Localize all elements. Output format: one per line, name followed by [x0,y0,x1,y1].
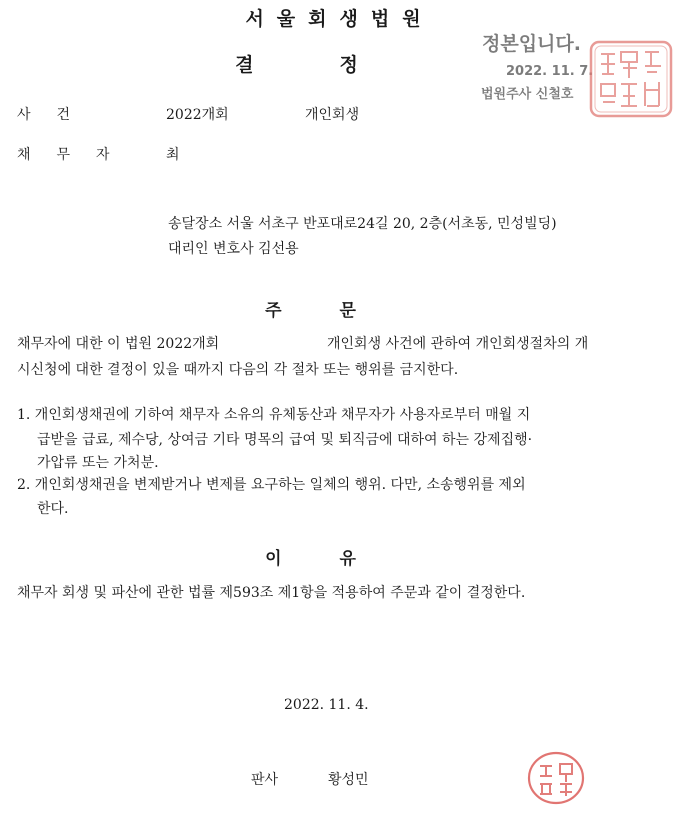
order-heading [0,296,679,321]
debtor-label: 채무자 [17,147,136,163]
certified-copy-label: 정본입니다. [482,33,581,55]
document-title-text: 결정 [235,54,444,76]
certification-clerk: 법원주사 신철호 [481,87,574,102]
order-item-2-line1: 2. 개인회생채권을 변제받거나 변제를 요구하는 일체의 행위. 다만, 소송행위를 제외 [17,477,526,493]
certification-date: 2022. 11. 7. [506,64,594,79]
order-item-1-line3: 가압류 또는 가처분. [37,455,159,471]
court-name: 서울회생법원 [245,8,434,30]
judge-name: 황성민 [328,772,369,788]
reason-heading [0,544,679,569]
order-heading-text: 주문 [265,301,414,321]
debtor-name: 최 [166,147,180,163]
order-item-1-line1: 1. 개인회생채권에 기하여 채무자 소유의 유체동산과 채무자가 사용자로부터 매월 지 [17,407,531,423]
case-name: 개인회생 [305,107,360,123]
order-intro-line2: 시신청에 대한 결정이 있을 때까지 다음의 각 절차 또는 행위를 금지한다. [17,362,459,378]
reason-text: 채무자 회생 및 파산에 관한 법률 제593조 제1항을 적용하여 주문과 같이 결정한다. [17,585,526,601]
case-number: 2022개회 [166,107,229,123]
order-item-1-line2: 급받을 급료, 제수당, 상여금 기타 명목의 급여 및 퇴직금에 대하여 하는 강제집행· [37,432,533,448]
order-intro-line1b: 개인회생 사건에 관하여 개인회생절차의 개 [327,336,589,352]
reason-heading-text: 이유 [265,549,414,569]
attorney: 대리인 변호사 김선용 [168,241,299,257]
service-address: 송달장소 서울 서초구 반포대로24길 20, 2층(서초동, 민성빌딩) [168,216,557,232]
court-seal-stamp [589,40,673,118]
judge-seal-stamp [526,750,586,806]
order-item-2-line2: 한다. [37,501,69,517]
case-label: 사건 [17,107,97,123]
judge-title: 판사 [251,772,279,788]
order-intro-line1a: 채무자에 대한 이 법원 2022개회 [17,336,220,352]
decision-date: 2022. 11. 4. [284,697,369,713]
